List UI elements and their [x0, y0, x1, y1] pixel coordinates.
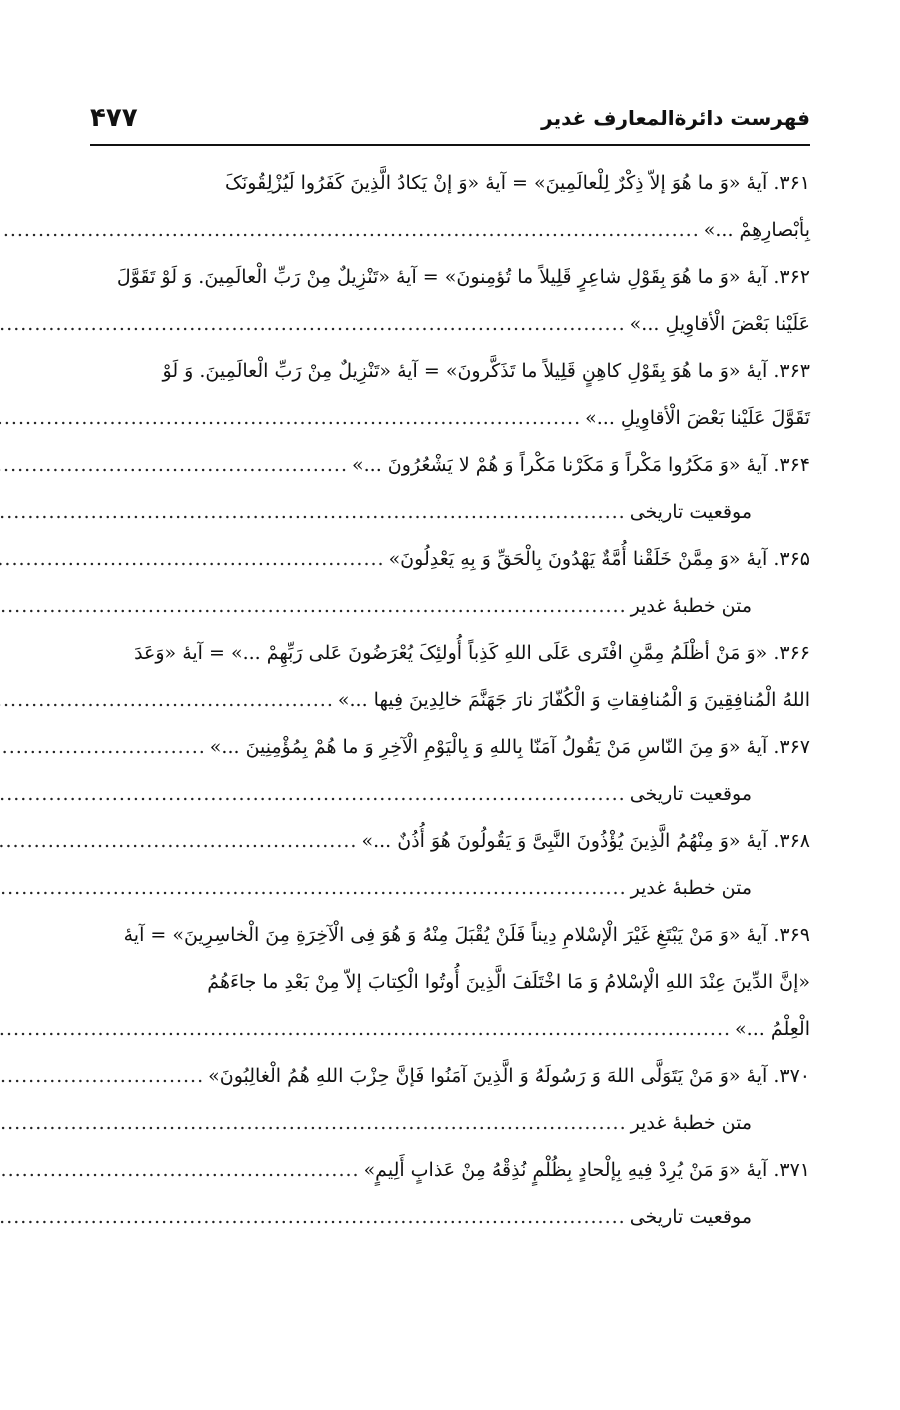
dot-leader: [0, 677, 338, 724]
entry-text: موقعیت تاریخی: [629, 1206, 752, 1228]
running-title: فهرست دائرةالمعارف غدیر: [541, 106, 810, 130]
index-entry-line: [90, 395, 810, 442]
entry-text: تَقَوَّلَ عَلَیْنا بَعْضَ الْأقاوِیلِ ...»: [585, 407, 810, 429]
page-header: [90, 96, 810, 146]
index-subentry: [90, 583, 810, 630]
index-entry-line: [90, 959, 810, 1006]
dot-leader: [0, 395, 585, 442]
dot-leader: [0, 489, 630, 536]
index-subentry: [90, 865, 810, 912]
dot-leader: [0, 1006, 735, 1053]
entry-text: موقعیت تاریخی: [629, 783, 752, 805]
entry-text: متن خطبهٔ غدیر: [630, 595, 752, 617]
entry-text: ۳۶۹. آیهٔ «وَ مَنْ یَبْتَغِ غَیْرَ الْإسْلامِ دِیناً فَلَنْ یُقْبَلَ مِنْهُ وَ هُوَ فِی الْآخِرَةِ مِنَ الْخاسِرِینَ» = آیهٔ: [123, 924, 810, 946]
entry-text: «إنَّ الدِّینَ عِنْدَ اللهِ الْإسْلامُ وَ مَا اخْتَلَفَ الَّذِینَ أُوتُوا الْکِتابَ إلاّ مِنْ بَعْدِ ما جاءَهُمُ: [207, 971, 810, 993]
index-entry-line: [90, 724, 810, 771]
entry-text: اللهُ الْمُنافِقِینَ وَ الْمُنافِقاتِ وَ الْکُفّارَ نارَ جَهَنَّمَ خالِدِینَ فِیها ...»: [337, 689, 810, 711]
entry-text: ۳۶۴. آیهٔ «وَ مَکَرُوا مَکْراً وَ مَکَرْنا مَکْراً وَ هُمْ لا یَشْعُرُونَ ...»: [351, 454, 810, 476]
entry-text: ۳۶۷. آیهٔ «وَ مِنَ النّاسِ مَنْ یَقُولُ آمَنّا بِاللهِ وَ بِالْیَوْمِ الْآخِرِ وَ ما هُمْ بِمُؤْمِنِینَ ...»: [209, 736, 810, 758]
index-entry-line: [90, 536, 810, 583]
index-page: [90, 96, 810, 1336]
index-entry-line: [90, 1147, 810, 1194]
entry-text: الْعِلْمُ ...»: [735, 1018, 810, 1040]
index-entry-line: [90, 301, 810, 348]
index-subentry: [90, 771, 810, 818]
index-entry-line: [90, 207, 810, 254]
dot-leader: [0, 1147, 364, 1194]
entry-text: ۳۷۰. آیهٔ «وَ مَنْ یَتَوَلَّی اللهَ وَ رَسُولَهُ وَ الَّذِینَ آمَنُوا فَإنَّ حِزْبَ اللهِ هُمُ الْغالِبُونَ»: [208, 1065, 810, 1087]
entry-text: ۳۷۱. آیهٔ «وَ مَنْ یُرِدْ فِیهِ بِإلْحادٍ بِظُلْمٍ نُذِقْهُ مِنْ عَذابٍ أَلِیمٍ»: [363, 1159, 810, 1181]
entry-text: ۳۶۱. آیهٔ «وَ ما هُوَ إلاّ ذِکْرٌ لِلْعالَمِینَ» = آیهٔ «وَ إنْ یَکادُ الَّذِینَ کَفَرُوا لَیُزْلِقُونَکَ: [225, 172, 810, 194]
dot-leader: [0, 442, 352, 489]
entry-text: موقعیت تاریخی: [629, 501, 752, 523]
dot-leader: [0, 1194, 630, 1241]
index-subentry: [90, 489, 810, 536]
entry-text: ۳۶۶. «وَ مَنْ أظْلَمُ مِمَّنِ افْتَری عَلَی اللهِ کَذِباً أُولئِکَ یُعْرَضُونَ عَلی رَبِّهِمْ ...» = آیهٔ «وَعَدَ: [134, 642, 810, 664]
entry-text: متن خطبهٔ غدیر: [630, 1112, 752, 1134]
index-entry-line: [90, 442, 810, 489]
entry-text: متن خطبهٔ غدیر: [630, 877, 752, 899]
index-entry-line: [90, 1006, 810, 1053]
index-entry-line: [90, 677, 810, 724]
index-entry-line: [90, 160, 810, 207]
dot-leader: [0, 1100, 631, 1147]
entry-text: ۳۶۳. آیهٔ «وَ ما هُوَ بِقَوْلِ کاهِنٍ قَلِیلاً ما تَذَکَّرونَ» = آیهٔ «تَنْزِیلٌ مِنْ رَبِّ الْعالَمِینَ. وَ لَوْ: [162, 360, 810, 382]
index-subentry: [90, 1100, 810, 1147]
index-subentry: [90, 1194, 810, 1241]
dot-leader: [0, 536, 389, 583]
dot-leader: [0, 207, 704, 254]
page-number: ۴۷۷: [90, 103, 138, 133]
index-entry-line: [90, 818, 810, 865]
dot-leader: [0, 301, 630, 348]
dot-leader: [0, 771, 630, 818]
dot-leader: [0, 865, 631, 912]
entry-text: ۳۶۸. آیهٔ «وَ مِنْهُمُ الَّذِینَ یُؤْذُونَ النَّبِیَّ وَ یَقُولُونَ هُوَ أُذُنٌ ...»: [361, 830, 810, 852]
entry-text: ۳۶۲. آیهٔ «وَ ما هُوَ بِقَوْلِ شاعِرٍ قَلِیلاً ما تُؤمِنونَ» = آیهٔ «تَنْزِیلٌ مِنْ رَبِّ الْعالَمِینَ. وَ لَوْ تَقَوَّلَ: [116, 266, 810, 288]
dot-leader: [0, 1053, 208, 1100]
entry-text: عَلَیْنا بَعْضَ الْأقاوِیلِ ...»: [629, 313, 810, 335]
index-entry-line: [90, 912, 810, 959]
dot-leader: [0, 818, 361, 865]
entry-text: بِأبْصارِهِمْ ...»: [703, 219, 810, 241]
index-entry-line: [90, 254, 810, 301]
dot-leader: [0, 583, 631, 630]
index-entry-line: [90, 348, 810, 395]
index-entry-line: [90, 630, 810, 677]
index-entries: [90, 160, 810, 1241]
dot-leader: [0, 724, 210, 771]
index-entry-line: [90, 1053, 810, 1100]
entry-text: ۳۶۵. آیهٔ «وَ مِمَّنْ خَلَقْنا أُمَّةٌ یَهْدُونَ بِالْحَقِّ وَ بِهِ یَعْدِلُونَ»: [388, 548, 810, 570]
